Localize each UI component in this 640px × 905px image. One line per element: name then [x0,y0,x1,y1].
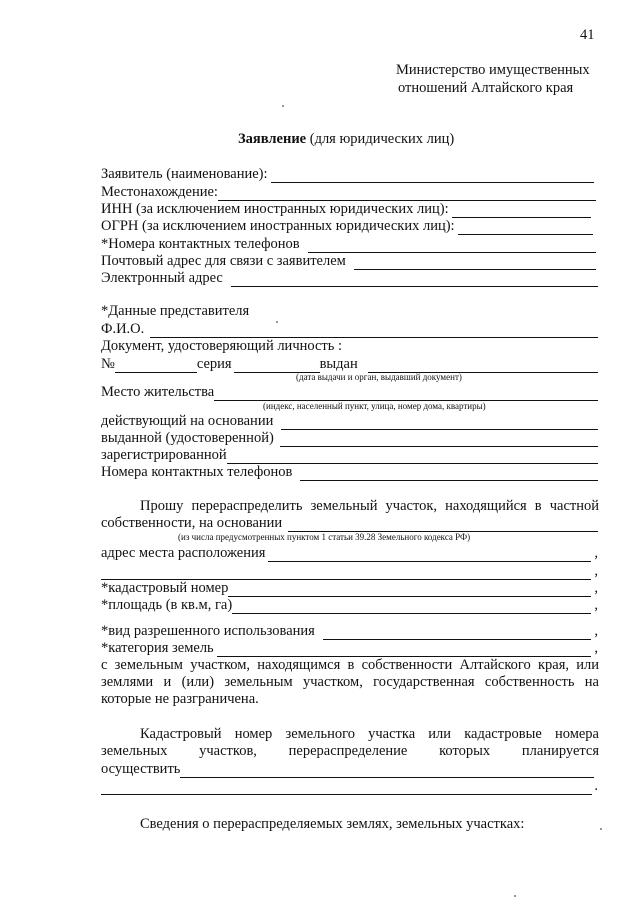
doc-series-field[interactable] [234,359,320,373]
addressee-line-2: отношений Алтайского края [398,80,574,96]
title-bold: Заявление [238,131,307,147]
address-row [101,545,598,562]
applicant-inn-row [101,201,591,218]
address-label: адрес места расположения [101,545,266,561]
applicant-inn-field[interactable] [452,204,591,218]
applicant-postal-label: Почтовый адрес для связи с заявителем [101,253,346,269]
cadastral-para-period: . [594,778,598,794]
addressee-line-1: Министерство имущественных [396,62,590,78]
issued-by-field[interactable] [280,433,598,447]
request-para-line-1: с земельным участком, находящимся в собственности Алтайского края, или [101,657,599,673]
cadastral-para-continuation-field[interactable] [101,781,592,795]
applicant-location-row [101,184,596,201]
rep-phones-label: Номера контактных телефонов [101,464,293,480]
category-comma: , [594,640,598,656]
representative-doc-label: Документ, удостоверяющий личность : [101,338,343,354]
category-row [101,640,598,657]
cadastral-para-field[interactable] [180,764,594,778]
scan-speck [276,321,278,323]
use-comma: , [594,623,598,639]
residence-label: Место жительства [101,384,215,400]
cadastral-label: *кадастровый номер [101,580,229,596]
applicant-name-field[interactable] [271,169,594,183]
doc-issued-field[interactable] [368,359,598,373]
address-field[interactable] [268,548,591,562]
registered-row [101,447,598,464]
applicant-location-label: Местонахождение: [101,184,218,200]
applicant-name-row [101,166,594,183]
request-para-line-3: которые не разграничена. [101,691,259,707]
document-title [238,131,454,148]
area-comma: , [594,597,598,613]
issued-by-row [101,430,598,447]
acting-row [101,413,598,430]
applicant-email-field[interactable] [231,273,598,287]
residence-hint: (индекс, населенный пункт, улица, номер дома, квартиры) [263,401,486,411]
scan-speck [600,828,602,830]
cadastral-para-continuation-row [101,778,598,795]
cadastral-para-line-1: Кадастровый номер земельного участка или кадастровые номера [140,726,599,742]
applicant-phones-field[interactable] [308,239,596,253]
cadastral-para-line-3: осуществить [101,761,181,777]
category-label: *категория земель [101,640,214,656]
registered-label: зарегистрированной [101,447,227,463]
registered-field[interactable] [227,450,598,464]
representative-fio-field[interactable] [150,324,598,338]
address-continuation-field[interactable] [101,566,591,580]
acting-label: действующий на основании [101,413,274,429]
applicant-location-field[interactable] [218,187,596,201]
applicant-ogrn-label: ОГРН (за исключением иностранных юридических лиц): [101,218,455,234]
use-row [101,623,598,640]
applicant-inn-label: ИНН (за исключением иностранных юридических лиц): [101,201,449,217]
doc-issued-hint: (дата выдачи и орган, выдавший документ) [296,372,462,382]
scan-speck [514,895,516,897]
request-basis-row [101,515,598,532]
applicant-name-label: Заявитель (наименование): [101,166,268,182]
use-field[interactable] [323,626,592,640]
applicant-postal-field[interactable] [354,256,596,270]
applicant-ogrn-field[interactable] [458,221,593,235]
request-basis-hint: (из числа предусмотренных пунктом 1 статьи 39.28 Земельного кодекса РФ) [178,532,471,542]
address-continuation-comma: , [594,563,598,579]
request-para-line-2: землями и (или) земельным участком, государственная собственность на [101,674,599,690]
page-number: 41 [580,27,595,43]
doc-issued-label: выдан [319,356,358,372]
cadastral-comma: , [594,580,598,596]
doc-number-label: № [101,356,115,372]
rep-phones-row [101,464,598,481]
representative-doc-row [101,356,598,373]
request-basis-field[interactable] [288,518,598,532]
address-comma: , [594,545,598,561]
area-field[interactable] [232,600,591,614]
rep-phones-field[interactable] [300,467,598,481]
scan-speck [282,105,284,107]
doc-series-label: серия [196,356,232,372]
residence-field[interactable] [214,387,598,401]
representative-fio-label: Ф.И.О. [101,321,145,337]
acting-field[interactable] [281,416,598,430]
area-row [101,597,598,614]
applicant-email-row [101,270,598,287]
representative-header: *Данные представителя [101,303,250,319]
doc-number-field[interactable] [115,359,197,373]
applicant-phones-row [101,236,596,253]
applicant-phones-label: *Номера контактных телефонов [101,236,300,252]
cadastral-para-line-2: земельных участков, перераспределение которых планируется [101,743,599,759]
address-continuation-row [101,563,598,580]
use-label: *вид разрешенного использования [101,623,315,639]
category-field[interactable] [217,643,592,657]
issued-by-label: выданной (удостоверенной) [101,430,274,446]
request-line-1: Прошу перераспределить земельный участок, находящийся в частной [140,498,599,514]
info-header: Сведения о перераспределяемых землях, земельных участках: [140,816,525,832]
request-basis-label: собственности, на основании [101,515,283,531]
cadastral-para-field-row [101,761,594,778]
cadastral-row [101,580,598,597]
applicant-ogrn-row [101,218,593,235]
residence-row [101,384,598,401]
applicant-postal-row [101,253,596,270]
area-label: *площадь (в кв.м, га) [101,597,233,613]
applicant-email-label: Электронный адрес [101,270,223,286]
representative-fio-row [101,321,598,338]
cadastral-field[interactable] [228,583,591,597]
title-rest: (для юридических лиц) [306,131,455,147]
